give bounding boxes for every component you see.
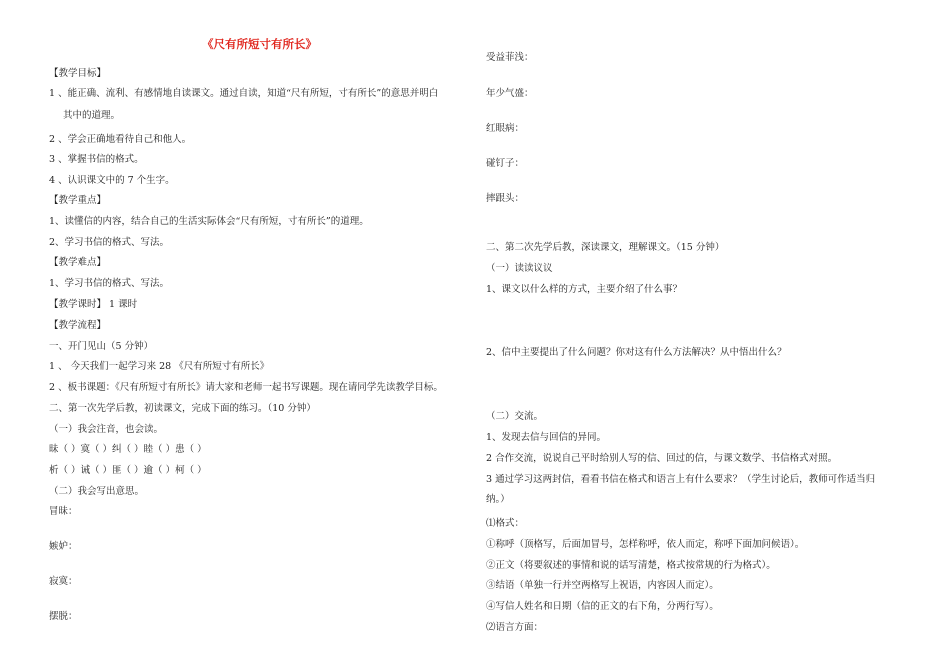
question-1: 1、课文以什么样的方式，主要介绍了什么事？ — [486, 284, 683, 295]
word-shouyifeiqian: 受益菲浅： — [486, 52, 534, 63]
word-hongyanbing: 红眼病： — [486, 123, 525, 134]
objective-1-cont: 其中的道理。 — [63, 110, 121, 121]
discuss-heading: （一）读读议议 — [486, 263, 553, 274]
exchange-item-3-cont: 纳。） — [486, 494, 510, 505]
step-1-item-2: 2 、板书课题：《尺有所短寸有所长》请大家和老师一起书写课题。现在请同学先读教学目标。 — [49, 382, 443, 393]
exchange-item-2: 2 合作交流，说说自己平时给别人写的信、回过的信，与课文数学、书信格式对照。 — [486, 453, 838, 464]
format-item-4: ④写信人姓名和日期（信的正文的右下角，分两行写）。 — [486, 601, 719, 612]
word-baituo: 摆脱： — [49, 611, 78, 622]
format-item-2: ②正文（将要叙述的事情和说的话写清楚，格式按常规的行为格式）。 — [486, 560, 776, 571]
pinyin-task-heading: （一）我会注音，也会读。 — [49, 424, 164, 435]
keypoint-1: 1、读懂信的内容，结合自己的生活实际体会“尺有所短，寸有所长”的道理。 — [49, 216, 369, 227]
word-jidu: 嫉妒： — [49, 541, 78, 552]
exchange-item-3: 3 通过学习这两封信，看看书信在格式和语言上有什么要求？（学生讨论后，教师可作适当归 — [486, 474, 876, 485]
exchange-item-1: 1、发现去信与回信的异同。 — [486, 432, 607, 443]
objective-1: 1 、能正确、流利、有感情地自读课文。通过自读，知道“尺有所短，寸有所长”的意思并明白 — [49, 88, 439, 99]
word-pengdingzi: 碰钉子： — [486, 158, 525, 169]
objective-4: 4 、认识课文中的 7 个生字。 — [49, 175, 175, 186]
objective-3: 3 、掌握书信的格式。 — [49, 154, 144, 165]
difficulty-1: 1、学习书信的格式、写法。 — [49, 278, 170, 289]
word-shuaigentou: 摔跟头： — [486, 193, 525, 204]
step-3-heading: 二、第二次先学后教，深读课文，理解课文。（15 分钟） — [486, 242, 725, 253]
format-heading: ⑴格式： — [486, 518, 525, 529]
pinyin-row-2: 析（ ）诫（ ）匪（ ）逾（ ）柯（ ） — [49, 465, 207, 476]
word-nianshaoqisheng: 年少气盛： — [486, 88, 534, 99]
pinyin-row-1: 昧（ ）寞（ ）纠（ ）睦（ ）患（ ） — [49, 444, 207, 455]
step-2-heading: 二、第一次先学后教，初读课文，完成下面的练习。（10 分钟） — [49, 403, 316, 414]
step-1-item-1: 1 、 今天我们一起学习来 28 《尺有所短寸有所长》 — [49, 361, 270, 372]
format-item-1: ①称呼（顶格写，后面加冒号，怎样称呼，依人而定，称呼下面加问候语）。 — [486, 539, 805, 550]
document-title: 《尺有所短寸有所长》 — [202, 37, 317, 51]
word-jimo: 寂寞： — [49, 576, 78, 587]
objective-2: 2 、学会正确地看待自己和他人。 — [49, 134, 192, 145]
section-heading-keypoints: 【教学重点】 — [49, 195, 107, 206]
section-heading-objectives: 【教学目标】 — [49, 68, 107, 79]
meaning-task-heading: （二）我会写出意思。 — [49, 486, 145, 497]
section-heading-difficulty: 【教学难点】 — [49, 257, 107, 268]
section-heading-hours: 【教学课时】 1 课时 — [49, 299, 138, 310]
question-2: 2、信中主要提出了什么问题？你对这有什么方法解决？从中悟出什么？ — [486, 347, 787, 358]
format-item-3: ③结语（单独一行并空两格写上祝语，内容因人而定）。 — [486, 580, 719, 591]
word-maomei: 冒昧： — [49, 506, 78, 517]
section-heading-process: 【教学流程】 — [49, 320, 107, 331]
language-heading: ⑵语言方面： — [486, 622, 544, 633]
step-1-heading: 一、开门见山（5 分钟） — [49, 341, 154, 352]
keypoint-2: 2、学习书信的格式、写法。 — [49, 237, 170, 248]
exchange-heading: （二）交流。 — [486, 411, 544, 422]
